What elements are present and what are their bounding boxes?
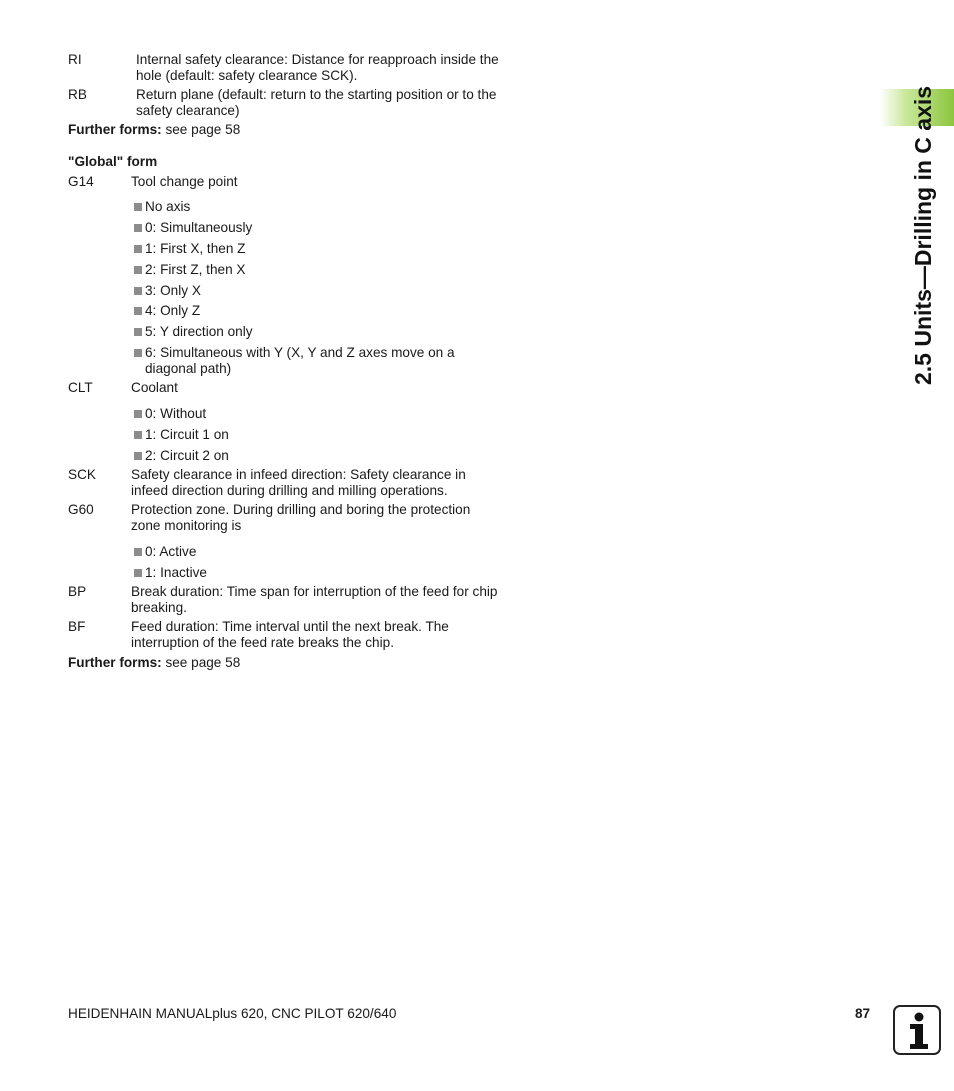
list-item: 0: Simultaneously [132,220,515,236]
param-desc-sck: Safety clearance in infeed direction: Safety clearance in infeed direction during drilling and milling operations. [131,467,466,498]
square-bullet-icon [134,410,142,418]
param-desc-g60: Protection zone. During drilling and boring the protection zone monitoring is [131,502,471,533]
square-bullet-icon [134,203,142,211]
list-item: 6: Simultaneous with Y (X, Y and Z axes move on a diagonal path) [132,345,485,377]
square-bullet-icon [134,349,142,357]
param-code-ri: RI [68,52,82,67]
param-code-clt: CLT [68,380,93,395]
square-bullet-icon [134,245,142,253]
param-code-sck: SCK [68,467,96,482]
square-bullet-icon [134,431,142,439]
further-forms-ref: see page 58 [165,655,241,670]
further-forms-ref: see page 58 [165,122,241,137]
chapter-title: 2.5 Units—Drilling in C axis [910,85,936,385]
param-desc-bf: Feed duration: Time interval until the next break. The interruption of the feed rate breaks the chip. [131,619,449,650]
list-item: 1: Circuit 1 on [132,427,515,443]
info-glyph-icon [895,1007,939,1053]
square-bullet-icon [134,328,142,336]
list-item: 3: Only X [132,283,515,299]
param-desc-rb: Return plane (default: return to the starting position or to the safety clearance) [136,87,497,118]
further-forms-line [68,122,240,138]
list-item: 1: First X, then Z [132,241,515,257]
list-item: 4: Only Z [132,303,515,319]
square-bullet-icon [134,569,142,577]
square-bullet-icon [134,452,142,460]
list-item: 0: Without [132,406,515,422]
list-item: 2: First Z, then X [132,262,515,278]
param-desc-clt: Coolant [131,380,178,395]
param-code-g14: G14 [68,174,94,189]
square-bullet-icon [134,266,142,274]
further-forms-label: Further forms: [68,655,162,670]
page-number: 87 [855,1006,871,1021]
param-desc-g14: Tool change point [131,174,238,189]
list-item: 1: Inactive [132,565,515,581]
further-forms-label: Further forms: [68,122,162,137]
square-bullet-icon [134,548,142,556]
param-desc-ri: Internal safety clearance: Distance for reapproach inside the hole (default: safety clearance SCK). [136,52,499,83]
param-desc-bp: Break duration: Time span for interruption of the feed for chip breaking. [131,584,498,615]
param-code-bp: BP [68,584,87,599]
list-item: 2: Circuit 2 on [132,448,515,464]
square-bullet-icon [134,307,142,315]
param-code-bf: BF [68,619,86,634]
param-code-g60: G60 [68,502,94,517]
square-bullet-icon [134,287,142,295]
info-icon [893,1005,941,1055]
footer-manual-title: HEIDENHAIN MANUALplus 620, CNC PILOT 620/640 [68,1006,397,1021]
list-item: 5: Y direction only [132,324,515,340]
square-bullet-icon [134,224,142,232]
further-forms-line [68,655,240,671]
list-item: No axis [132,199,515,215]
global-form-heading: "Global" form [68,154,158,169]
list-item: 0: Active [132,544,515,560]
param-code-rb: RB [68,87,87,102]
